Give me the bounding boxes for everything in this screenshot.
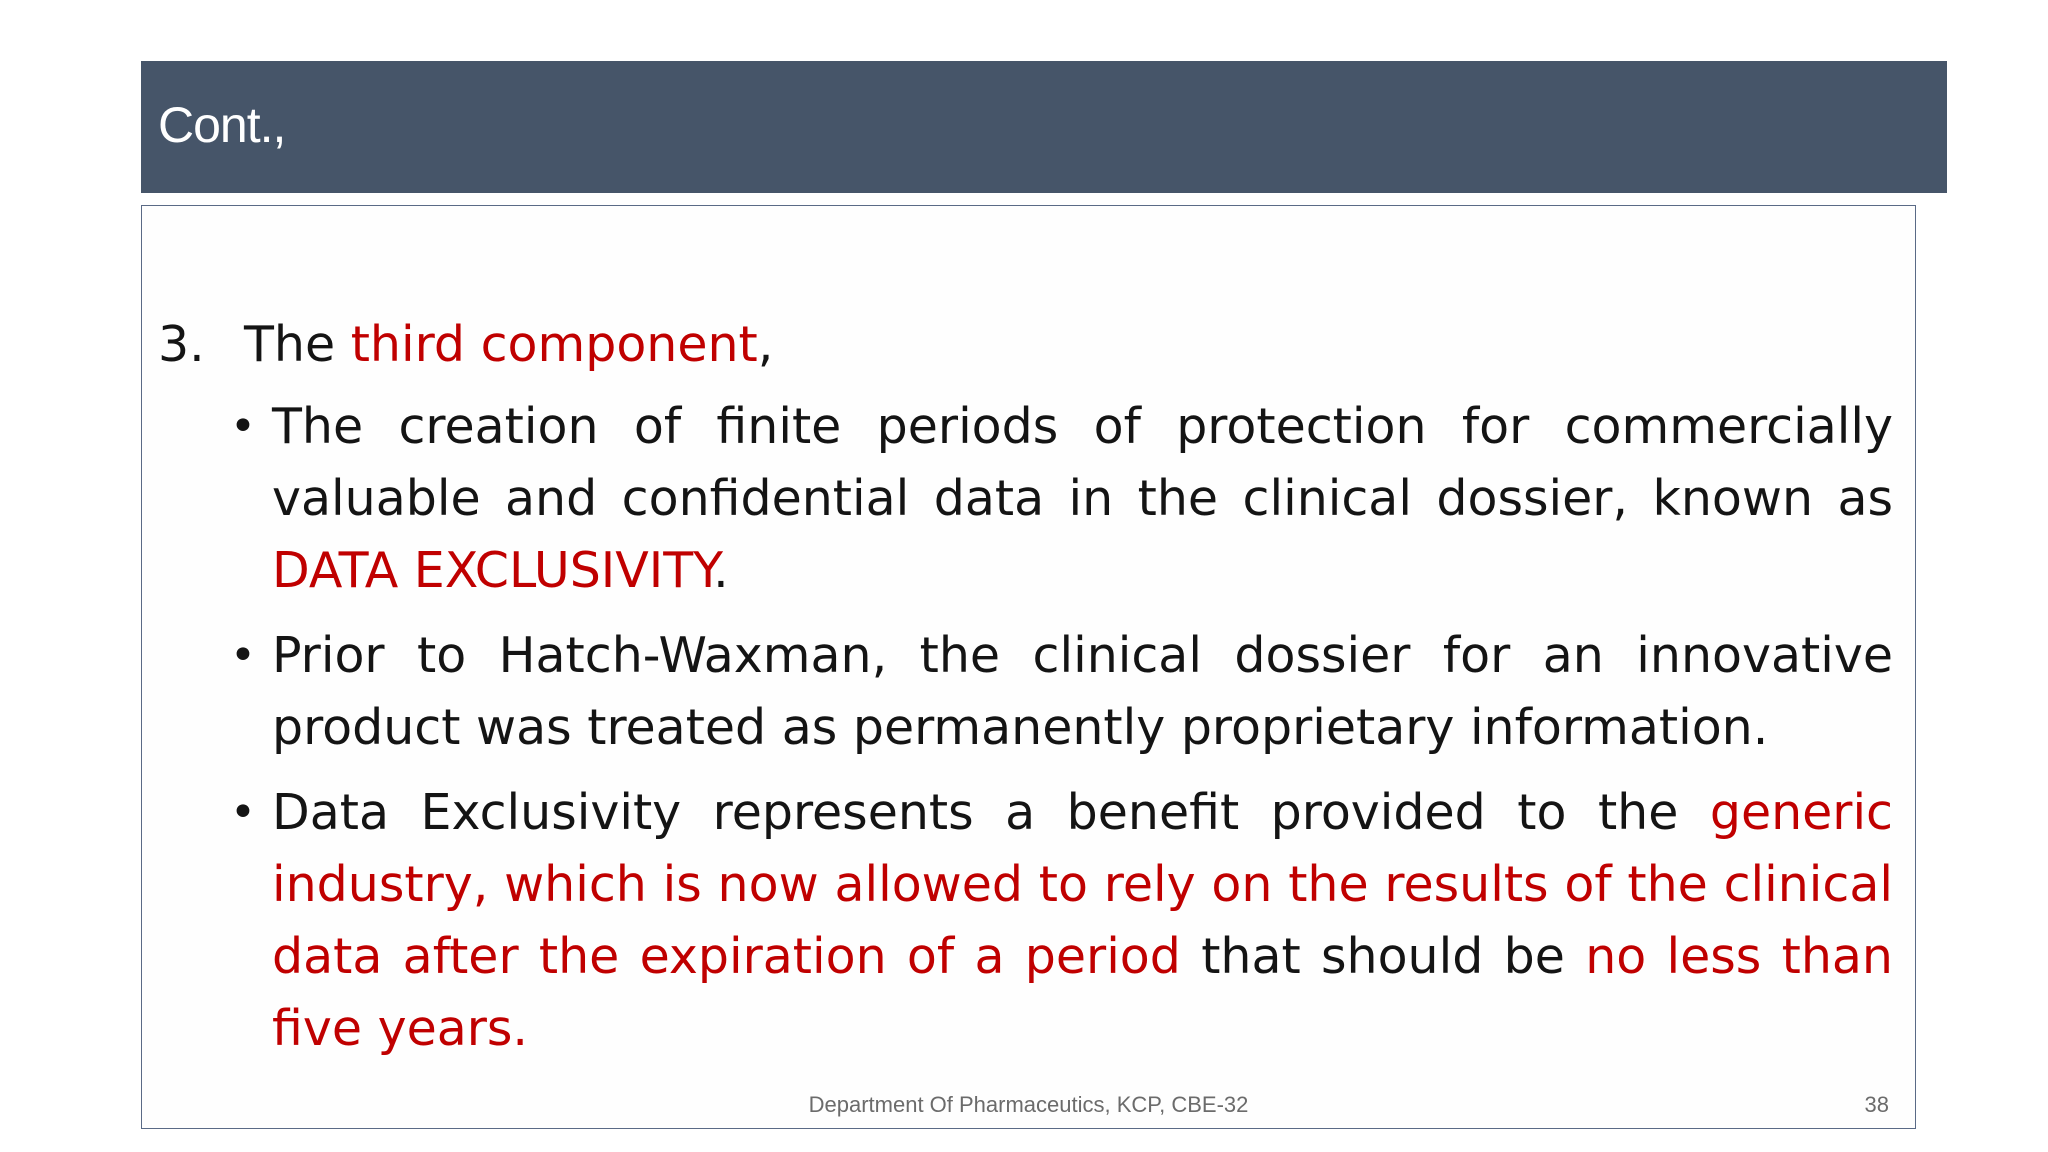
bullet-item [230, 391, 1893, 607]
bullet-text: The creation of finite periods of protection for commercially valuable and confidential data in the clinical dossier, known as [272, 398, 1893, 527]
point-lead: The [244, 316, 351, 373]
bullet-text: Data Exclusivity represents a benefit provided to the [272, 784, 1710, 841]
bullet-highlight-2: no less than five years. [272, 928, 1893, 1057]
bullet-item [230, 620, 1893, 764]
bullet-middle: that should be [1180, 928, 1586, 985]
bullet-highlight: generic industry, which is now allowed to rely on the results of the clinical data after the expiration of a period [272, 784, 1893, 985]
bullet-text: Prior to Hatch-Waxman, the clinical dossier for an innovative product was treated as permanently proprietary information. [272, 627, 1893, 756]
bullet-highlight: DATA EXCLUSIVITY [272, 542, 714, 599]
content-box [141, 205, 1916, 1129]
bullet-end: . [713, 542, 729, 599]
bullet-item [230, 777, 1893, 1065]
point-trail: , [757, 316, 774, 373]
bullet-dot-icon: • [230, 630, 256, 681]
numbered-point [158, 310, 773, 380]
point-highlight: third component [350, 316, 758, 373]
slide-title: Cont., [158, 97, 286, 153]
page-number: 38 [1864, 1092, 1889, 1117]
slide-body [142, 206, 1915, 1128]
point-number: 3. [158, 316, 205, 373]
footer-department: Department Of Pharmaceutics, KCP, CBE-32 [808, 1092, 1249, 1117]
bullet-dot-icon: • [230, 787, 256, 838]
title-bar [141, 61, 1947, 193]
bullet-dot-icon: • [230, 401, 256, 452]
bullet-list [230, 391, 1893, 1078]
